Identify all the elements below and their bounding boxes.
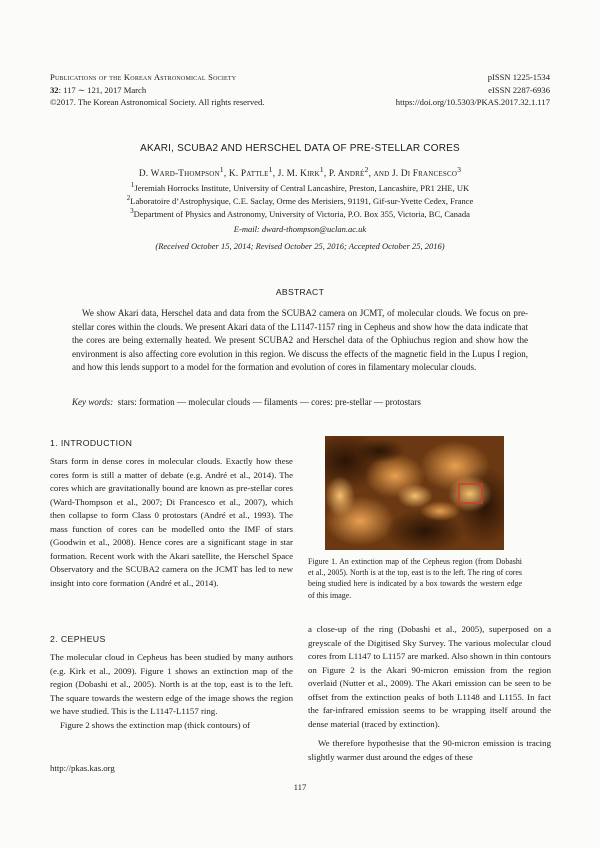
figure-1-caption: Figure 1. An extinction map of the Cepheus region (from Dobashi et al., 2005). North is at the top, east is to the left. The ring of cores being studied here is indicated by a box towards the western edge of this image. [308, 557, 522, 600]
volume-number: 32 [50, 84, 59, 95]
author-name: P. André [328, 169, 365, 180]
pissn: pISSN 1225-1534 [487, 72, 550, 82]
paper-title: AKARI, SCUBA2 AND HERSCHEL DATA OF PRE-STELLAR CORES [140, 143, 460, 154]
author-affiliation-mark: 3 [457, 165, 462, 174]
section-heading-cepheus: 2. CEPHEUS [50, 634, 106, 644]
introduction-text [50, 455, 293, 590]
issn-block [396, 71, 550, 109]
eissn: eISSN 2287-6936 [488, 84, 550, 95]
affiliation-1: $^1$Jeremiah Horrocks Institute, University of Central Lancashire, Preston, Lancashire, PR1 2HE, UK [130, 181, 470, 193]
author-affiliation-mark: 1 [219, 165, 224, 174]
author-affiliation-mark: 2 [364, 165, 369, 174]
author-name: K. Pattle [228, 169, 269, 180]
cepheus-text [50, 651, 293, 732]
issue-pages: : 117 ∼ 121, 2017 March [58, 84, 147, 95]
author-affiliation-mark: 1 [268, 165, 273, 174]
page-number: 117 [293, 782, 307, 792]
paragraph: a close-up of the ring (Dobashi et al., 2005), superposed on a greyscale of the Digitised Sky Survey. The various molecular cloud cores from L1147 to L1157 are marked. Also shown in thin contours on Figure 2 is the Akari 90-micron emission from the region overlaid (Nutter et al., 2009). The Akari emission can be seen to be offset from the extinction peaks of both L1148 and L1155. In fact the far-infrared emission seems to be wrapping itself around the dense material (traced by extinction). [308, 624, 551, 729]
paragraph: Figure 2 shows the extinction map (thick contours) of [60, 719, 251, 730]
keywords-list: stars: formation — molecular clouds — filaments — cores: pre-stellar — protostars [117, 397, 421, 407]
figure-1-extinction-map [325, 436, 504, 550]
doi-link[interactable]: https://doi.org/10.5303/PKAS.2017.32.1.117 [395, 97, 550, 107]
copyright-line: ©2017. The Korean Astronomical Society. All rights reserved. [50, 97, 265, 107]
paragraph: Stars form in dense cores in molecular clouds. Exactly how these cores form is still a matter of debate (e.g. André et al., 2014). The cores which are gravitationally bound are known as pre-stellar cores (Ward-Thompson et al., 2007; Di Francesco et al., 2007), which then collapse to form Class 0 protostars (André et al., 1993). The mass function of cores can be modelled onto the IMF of stars (Goodwin et al., 2008). Hence cores are a significant stage in star formation. Recent work with the Akari satellite, the Herschel Space Observatory and the SCUBA2 camera on the JCMT has led to new insight into core formation (André et al., 2014). [50, 456, 293, 588]
affiliation-3: $^3$Department of Physics and Astronomy, University of Victoria, P.O. Box 355, Victoria, BC, Canada [130, 207, 470, 219]
section-heading-introduction: 1. INTRODUCTION [50, 438, 133, 448]
author-name: J. Di Francesco [391, 169, 458, 180]
keywords [72, 397, 542, 407]
paragraph: We therefore hypothesise that the 90-micron emission is tracing slightly warmer dust around the edges of these [308, 738, 551, 762]
affiliation-2: $^2$Laboratoire d’Astrophysique, C.E. Saclay, Orme des Merisiers, 91191, Gif-sur-Yvette Cedex, France [126, 194, 474, 206]
received-dates: (Received October 15, 2014; Revised October 25, 2016; Accepted October 25, 2016) [155, 241, 445, 251]
author-separator: , [272, 169, 278, 180]
volume-line [50, 84, 264, 97]
abstract-text: We show Akari data, Herschel data and data from the SCUBA2 camera on JCMT, of molecular clouds. We focus on pre-stellar cores within the clouds. We present Akari data of the L1147-1157 ring in Cepheus and show how the data indicate that the cores are being externally heated. We present SCUBA2 and Herschel data of the Ophiuchus region and show how the environment is also affecting core evolution in this region. We discuss the effects of the magnetic field in the Lupus I region, and how this lends support to a model for the formation and evolution of cores in filamentary molecular clouds. [72, 308, 528, 373]
keywords-label: Key words: [72, 397, 114, 407]
journal-name: Publications of the Korean Astronomical Society [50, 72, 237, 82]
extinction-map-image [325, 436, 504, 550]
footer-url[interactable]: http://pkas.kas.org [50, 763, 115, 773]
right-column-text [308, 623, 551, 764]
abstract-heading: ABSTRACT [275, 287, 325, 297]
author-affiliation-mark: 1 [319, 165, 324, 174]
email-address[interactable]: E-mail: dward-thompson@uclan.ac.uk [233, 224, 367, 234]
paragraph: The molecular cloud in Cepheus has been studied by many authors (e.g. Kirk et al., 2009). Figure 1 shows an extinction map of the region (Dobashi et al., 2005). North is at the top, east is to the left. The square towards the western edge of the image shows the region we have studied. This is the L1147-L1157 ring. [50, 652, 293, 716]
author-list [0, 165, 600, 179]
journal-header [50, 71, 264, 109]
author-separator: , [223, 169, 229, 180]
author-separator: , and [368, 169, 392, 180]
author-name: D. Ward-Thompson [138, 169, 220, 180]
author-separator: , [323, 169, 329, 180]
author-name: J. M. Kirk [277, 169, 320, 180]
